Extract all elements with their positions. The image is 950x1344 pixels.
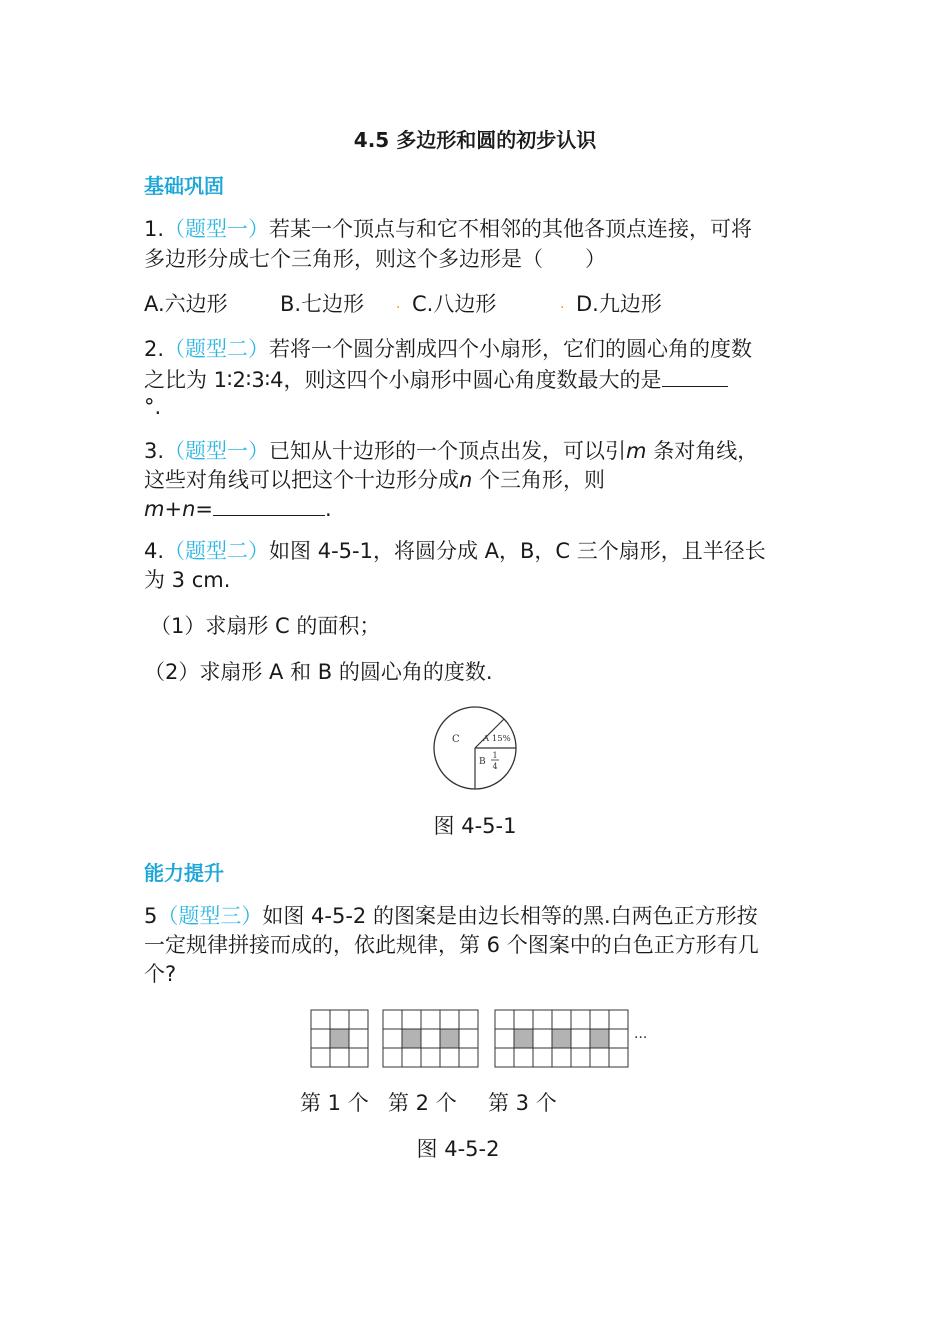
white-square — [533, 1048, 552, 1067]
white-square — [552, 1010, 571, 1029]
pie-frac-den: 4 — [492, 762, 498, 771]
q3-text-1a: 已知从十边形的一个顶点出发，可以引 — [269, 439, 627, 463]
white-square — [311, 1048, 330, 1067]
q2-text-1: 若将一个圆分割成四个小扇形，它们的圆心角的度数 — [269, 337, 753, 361]
white-square — [514, 1048, 533, 1067]
q4-number: 4. — [144, 539, 165, 563]
white-square — [495, 1029, 514, 1048]
white-square — [609, 1029, 628, 1048]
white-square — [311, 1029, 330, 1048]
q1-text-1: 若某一个顶点与和它不相邻的其他各顶点连接，可将 — [269, 217, 753, 241]
white-square — [571, 1010, 590, 1029]
q5-line2: 一定规律拼接而成的，依此规律，第 6 个图案中的白色正方形有几 — [144, 933, 759, 957]
q2-answer-blank[interactable] — [662, 364, 728, 387]
pattern-3-grid — [495, 1010, 628, 1067]
q3-line1 — [144, 436, 758, 466]
q1-type-tag: （题型一） — [164, 217, 270, 241]
white-square — [495, 1048, 514, 1067]
gray-square — [402, 1029, 421, 1048]
white-square — [440, 1048, 459, 1067]
white-square — [421, 1048, 440, 1067]
white-square — [330, 1048, 349, 1067]
white-square — [459, 1048, 478, 1067]
white-square — [402, 1048, 421, 1067]
q1-option-b: B.七边形 — [280, 292, 365, 316]
figure-4-5-2-caption: 图 4-5-2 — [416, 1137, 500, 1161]
q3-line3-end: . — [325, 497, 332, 521]
white-square — [571, 1048, 590, 1067]
pie-label-c: C — [452, 734, 460, 745]
white-square — [383, 1048, 402, 1067]
q3-answer-blank[interactable] — [213, 493, 325, 516]
white-square — [349, 1048, 368, 1067]
q1-dot-mark-2: . — [560, 296, 565, 312]
q4-type-tag: （题型二） — [164, 539, 270, 563]
q3-expr-eq: = — [195, 497, 213, 521]
q3-var-m: m — [626, 439, 647, 463]
q1-number: 1. — [144, 217, 165, 241]
white-square — [402, 1010, 421, 1029]
q4-sub1: （1）求扇形 C 的面积； — [150, 614, 381, 638]
gray-square — [514, 1029, 533, 1048]
white-square — [383, 1029, 402, 1048]
white-square — [590, 1048, 609, 1067]
q2-line2 — [144, 364, 728, 395]
white-square — [421, 1010, 440, 1029]
gray-square — [590, 1029, 609, 1048]
q3-expr-n: n — [182, 497, 196, 521]
white-square — [533, 1010, 552, 1029]
q1-line2: 多边形分成七个三角形，则这个多边形是（ ） — [144, 247, 606, 271]
q2-number: 2. — [144, 337, 165, 361]
q1-option-c: C.八边形 — [412, 292, 497, 316]
q4-sub2: （2）求扇形 A 和 B 的圆心角的度数. — [144, 660, 493, 684]
figure-4-5-1-caption: 图 4-5-1 — [433, 814, 517, 838]
white-square — [495, 1010, 514, 1029]
q4-text-1: 如图 4-5-1，将圆分成 A，B，C 三个扇形，且半径长 — [269, 539, 766, 563]
q2-line3: °. — [144, 395, 162, 419]
q2-text-2: 之比为 1∶2∶3∶4，则这四个小扇形中圆心角度数最大的是 — [144, 368, 662, 392]
q2-line1 — [144, 334, 752, 364]
pie-frac-num: 1 — [492, 751, 498, 760]
pattern-2-grid — [383, 1010, 478, 1067]
patterns-ellipsis: ··· — [634, 1030, 648, 1046]
white-square — [330, 1010, 349, 1029]
q1-option-d: D.九边形 — [576, 292, 662, 316]
white-square — [383, 1010, 402, 1029]
q1-option-a: A.六边形 — [144, 292, 228, 316]
white-square — [514, 1010, 533, 1029]
white-square — [349, 1010, 368, 1029]
q3-text-2a: 这些对角线可以把这个十边形分成 — [144, 468, 459, 492]
gray-square — [440, 1029, 459, 1048]
pattern-1-label: 第 1 个 — [300, 1091, 369, 1115]
white-square — [421, 1029, 440, 1048]
section-heading-basic: 基础巩固 — [144, 174, 224, 198]
gray-square — [552, 1029, 571, 1048]
q1-line1 — [144, 214, 752, 244]
white-square — [349, 1029, 368, 1048]
q3-var-n: n — [459, 468, 473, 492]
white-square — [590, 1010, 609, 1029]
pattern-2-label: 第 2 个 — [388, 1091, 457, 1115]
q4-line1 — [144, 536, 766, 566]
white-square — [459, 1010, 478, 1029]
q2-type-tag: （题型二） — [164, 337, 270, 361]
q3-line3 — [144, 493, 332, 524]
white-square — [552, 1048, 571, 1067]
q3-line2 — [144, 465, 605, 495]
q4-line2: 为 3 cm. — [144, 568, 231, 592]
white-square — [609, 1010, 628, 1029]
q5-line1 — [144, 901, 758, 931]
q1-dot-mark-1: . — [396, 296, 401, 312]
pie-label-b: B — [479, 757, 486, 767]
q3-type-tag: （题型一） — [164, 439, 270, 463]
pattern-1-grid — [311, 1010, 368, 1067]
white-square — [311, 1010, 330, 1029]
white-square — [440, 1010, 459, 1029]
pie-label-a: A 15% — [483, 734, 511, 744]
section-heading-advanced: 能力提升 — [144, 861, 224, 885]
q5-line3: 个? — [144, 962, 177, 986]
white-square — [609, 1048, 628, 1067]
q5-number: 5 — [144, 904, 158, 928]
q5-text-1: 如图 4-5-2 的图案是由边长相等的黑.白两色正方形按 — [262, 904, 758, 928]
q3-expr-plus: + — [164, 497, 183, 521]
white-square — [571, 1029, 590, 1048]
figure-4-5-1-pie — [428, 700, 524, 796]
q5-type-tag: （题型三） — [157, 904, 263, 928]
q3-number: 3. — [144, 439, 165, 463]
gray-square — [330, 1029, 349, 1048]
white-square — [459, 1029, 478, 1048]
pattern-3-label: 第 3 个 — [488, 1091, 557, 1115]
q3-expr-m: m — [144, 497, 165, 521]
figure-4-5-2-patterns — [300, 1000, 670, 1080]
page-title: 4.5 多边形和圆的初步认识 — [353, 128, 597, 152]
white-square — [533, 1029, 552, 1048]
q3-text-1b: 条对角线， — [653, 439, 759, 463]
q3-text-2b: 个三角形，则 — [479, 468, 605, 492]
